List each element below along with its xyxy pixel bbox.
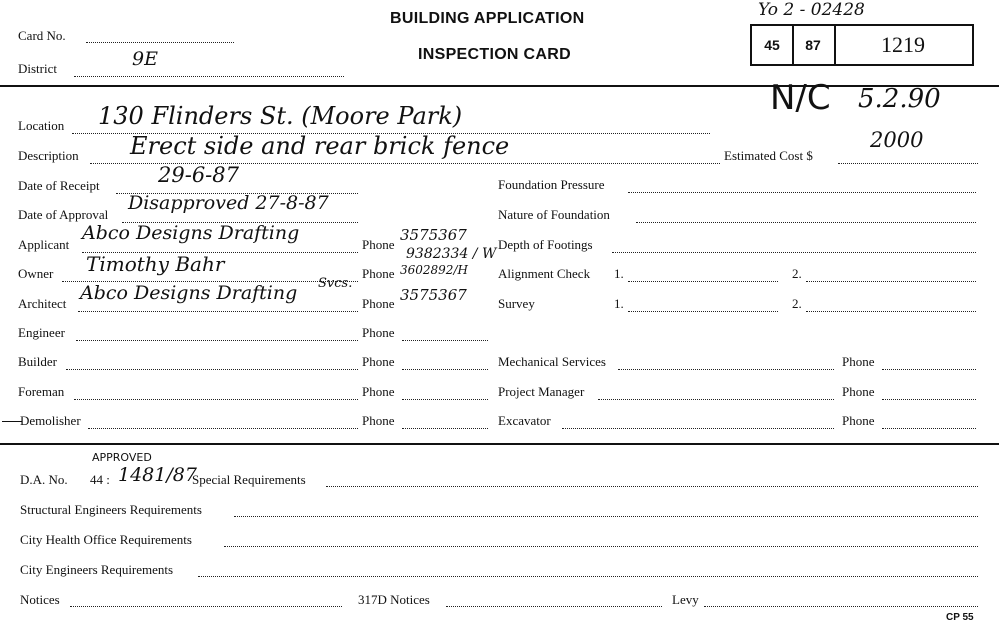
demolisher-phone-field[interactable]: [402, 428, 488, 429]
estimated-cost-field[interactable]: [838, 163, 978, 164]
project-manager-phone-label: Phone: [842, 384, 875, 399]
box-cell-2: 87: [792, 26, 836, 64]
depth-footings-field[interactable]: [612, 252, 976, 253]
estimated-cost-value: 2000: [870, 128, 924, 152]
health-field[interactable]: [224, 546, 978, 547]
mechanical-field[interactable]: [618, 369, 834, 370]
form-code: CP 55: [946, 612, 974, 623]
survey-num-1: 1.: [614, 296, 624, 311]
project-manager-field[interactable]: [598, 399, 834, 400]
foundation-pressure-field[interactable]: [628, 192, 976, 193]
excavator-field[interactable]: [562, 428, 834, 429]
alignment-check-1-field[interactable]: [628, 281, 778, 282]
location-label: Location: [18, 118, 65, 133]
architect-note: Svcs.: [318, 276, 353, 291]
card-title-line1: BUILDING APPLICATION: [390, 10, 585, 27]
project-manager-label: Project Manager: [498, 384, 585, 399]
alignment-num-2: 2.: [792, 266, 802, 281]
notices-label: Notices: [20, 592, 60, 607]
builder-label: Builder: [18, 354, 57, 369]
strike-mark: [2, 421, 22, 422]
description-label: Description: [18, 148, 79, 163]
da-no-value: 1481/87: [118, 464, 197, 486]
location-value: 130 Flinders St. (Moore Park): [98, 102, 463, 130]
special-req-label: Special Requirements: [192, 472, 306, 487]
box-cell-3: 1219: [881, 32, 925, 57]
foundation-pressure-label: Foundation Pressure: [498, 177, 605, 192]
levy-field[interactable]: [704, 606, 978, 607]
da-no-label: D.A. No.: [20, 472, 68, 487]
excavator-phone-label: Phone: [842, 413, 875, 428]
foreman-phone-field[interactable]: [402, 399, 488, 400]
mechanical-phone-label: Phone: [842, 354, 875, 369]
health-label: City Health Office Requirements: [20, 532, 192, 547]
foreman-label: Foreman: [18, 384, 65, 399]
date-approval-label: Date of Approval: [18, 207, 109, 222]
estimated-cost-label: Estimated Cost $: [724, 148, 813, 163]
date-receipt-value: 29-6-87: [158, 163, 239, 187]
builder-phone-field[interactable]: [402, 369, 488, 370]
card-no-label: Card No.: [18, 28, 66, 43]
alignment-check-2-field[interactable]: [806, 281, 976, 282]
demolisher-phone-label: Phone: [362, 413, 395, 428]
levy-label: Levy: [672, 592, 699, 607]
district-value: 9E: [132, 48, 158, 70]
mechanical-label: Mechanical Services: [498, 354, 606, 369]
architect-field[interactable]: [78, 311, 358, 312]
owner-label: Owner: [18, 266, 54, 281]
applicant-phone-value: 3575367: [400, 226, 467, 244]
survey-label: Survey: [498, 296, 535, 311]
applicant-phone-label: Phone: [362, 237, 395, 252]
applicant-value: Abco Designs Drafting: [82, 222, 300, 244]
notices-field[interactable]: [70, 606, 342, 607]
engineer-label: Engineer: [18, 325, 65, 340]
owner-phone-label: Phone: [362, 266, 395, 281]
handwritten-nc: N/C: [770, 78, 831, 118]
card-title-line2: INSPECTION CARD: [418, 46, 571, 63]
district-label: District: [18, 61, 57, 76]
card-number-box: [750, 24, 974, 66]
city-eng-label: City Engineers Requirements: [20, 562, 174, 577]
owner-phone-w: 9382334 / W: [406, 246, 497, 262]
box-cell-1: 45: [752, 26, 794, 64]
top-handwritten-ref: Yo 2 - 02428: [758, 0, 865, 20]
engineer-phone-label: Phone: [362, 325, 395, 340]
architect-phone-label: Phone: [362, 296, 395, 311]
demolisher-label: Demolisher: [20, 413, 81, 428]
survey-1-field[interactable]: [628, 311, 778, 312]
structural-field[interactable]: [234, 516, 978, 517]
header-divider: [0, 85, 999, 87]
description-value: Erect side and rear brick fence: [130, 132, 510, 160]
foreman-field[interactable]: [74, 399, 358, 400]
foreman-phone-label: Phone: [362, 384, 395, 399]
da-no-prefix: 44 :: [90, 472, 110, 487]
owner-phone-h: 3602892/H: [400, 263, 468, 277]
architect-label: Architect: [18, 296, 67, 311]
demolisher-field[interactable]: [88, 428, 358, 429]
architect-phone-value: 3575367: [400, 286, 467, 304]
engineer-field[interactable]: [76, 340, 358, 341]
engineer-phone-field[interactable]: [402, 340, 488, 341]
date-approval-value: Disapproved 27-8-87: [128, 192, 329, 214]
owner-value: Timothy Bahr: [86, 252, 225, 276]
project-manager-phone-field[interactable]: [882, 399, 976, 400]
nature-foundation-field[interactable]: [636, 222, 976, 223]
notices-317d-field[interactable]: [446, 606, 662, 607]
survey-num-2: 2.: [792, 296, 802, 311]
survey-2-field[interactable]: [806, 311, 976, 312]
approved-stamp: APPROVED: [92, 451, 152, 464]
architect-value: Abco Designs Drafting: [80, 282, 298, 304]
builder-phone-label: Phone: [362, 354, 395, 369]
handwritten-date: 5.2.90: [858, 84, 941, 114]
mechanical-phone-field[interactable]: [882, 369, 976, 370]
notices-317d-label: 317D Notices: [358, 592, 430, 607]
city-eng-field[interactable]: [198, 576, 978, 577]
builder-field[interactable]: [66, 369, 358, 370]
nature-foundation-label: Nature of Foundation: [498, 207, 610, 222]
special-req-field[interactable]: [326, 486, 978, 487]
excavator-label: Excavator: [498, 413, 551, 428]
card-no-field[interactable]: [86, 42, 234, 43]
district-field[interactable]: [74, 76, 344, 77]
excavator-phone-field[interactable]: [882, 428, 976, 429]
date-receipt-label: Date of Receipt: [18, 178, 100, 193]
structural-label: Structural Engineers Requirements: [20, 502, 202, 517]
depth-footings-label: Depth of Footings: [498, 237, 593, 252]
alignment-num-1: 1.: [614, 266, 624, 281]
footer-divider: [0, 443, 999, 445]
applicant-label: Applicant: [18, 237, 70, 252]
alignment-check-label: Alignment Check: [498, 266, 591, 281]
